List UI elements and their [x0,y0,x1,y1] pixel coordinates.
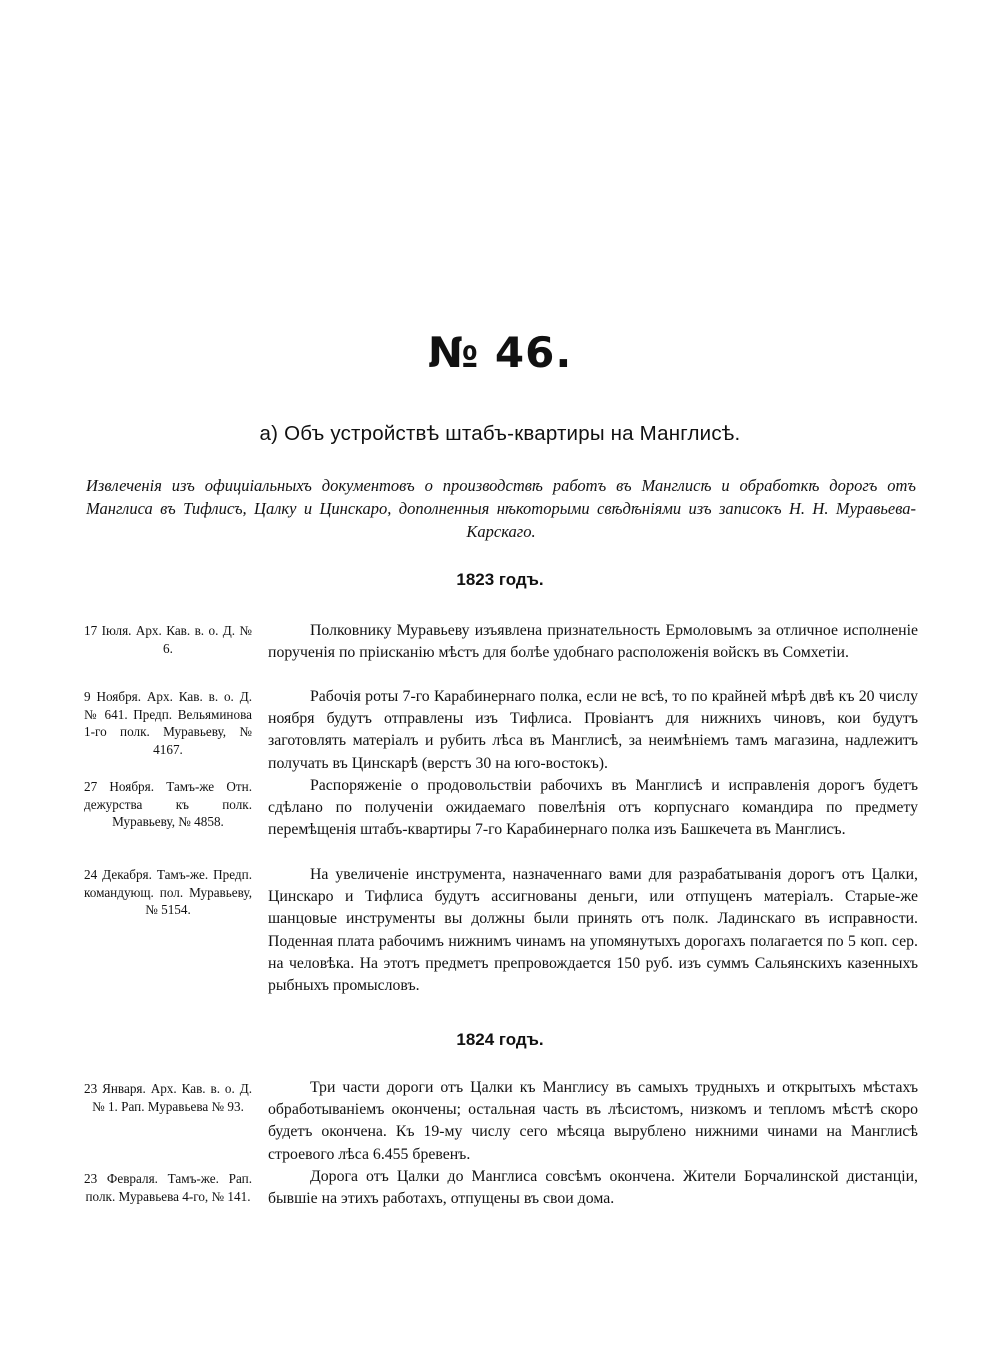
document-title: а) Объ устройствѣ штабъ-квартиры на Манглисѣ. [259,422,741,445]
margin-note: 9 Ноября. Арх. Кав. в. о. Д. № 641. Предп. Вельяминова 1-го полк. Муравьеву, № 4167. [84,689,252,757]
paragraph: На увеличеніе инструмента, назначеннаго вами для разрабатыванія дорогъ отъ Цалки, Цинскаро и Тифлиса будутъ ассигнованы деньги, или отпущенъ матеріалъ. Старые-же шанцовые инструменты вы должны были принять отъ полк. Ладинскаго въ исправности. Поденная плата рабочимъ нижнимъ чинамъ на упомянутыхъ дорогахъ полагается по 5 коп. сер. на человѣка. На этотъ предметъ препровождается 150 руб. изъ суммъ Сальянскихъ казенныхъ рыбныхъ промысловъ. [268,866,918,995]
paragraph: Дорога отъ Цалки до Манглиса совсѣмъ окончена. Жители Борчалинской дистанціи, бывшіе на этихъ работахъ, отпущены въ свои дома. [268,1168,918,1208]
paragraph: Рабочія роты 7-го Карабинернаго полка, если не всѣ, то по крайней мѣрѣ двѣ къ 20 числу ноября будутъ отправлены изъ Тифлиса. Провіантъ для нижнихъ чиновъ, кои будутъ заготовлять матеріалъ и рубить лѣса въ Манглисѣ, за неимѣніемъ тамъ магазина, надлежитъ получать въ Цинскарѣ (верстъ 30 на юго-востокъ). [268,688,918,772]
margin-note: 17 Іюля. Арх. Кав. в. о. Д. № 6. [84,623,252,656]
paragraph: Распоряженіе о продовольствіи рабочихъ въ Манглисѣ и исправленія дорогъ будетъ сдѣлано по полученіи ожидаемаго повелѣнія отъ корпуснаго командира по предмету перемѣщенія штабъ-квартиры 7-го Карабинернаго полка изъ Башкечета въ Манглисъ. [268,777,918,839]
document-subtitle: Извлеченія изъ официіальныхъ документовъ о производствѣ работъ въ Манглисѣ и обработкѣ дорогъ отъ Манглиса въ Тифлисъ, Цалку и Цинскаро, дополненныя нѣкоторыми свѣдѣніями изъ записокъ Н. Н. Муравьева-Карскаго. [86,476,916,541]
paragraph: Три части дороги отъ Цалки къ Манглису въ самыхъ трудныхъ и открытыхъ мѣстахъ обработываніемъ окончены; остальная часть въ лѣсистомъ, низкомъ и тепломъ мѣстѣ скоро будетъ окончена. Къ 19-му числу сего мѣсяца вырублено нижними чинами на Манглисѣ строевого лѣса 6.455 бревенъ. [268,1079,918,1163]
margin-note: 27 Ноября. Тамъ-же Отн. дежурства къ полк. Муравьеву, № 4858. [84,779,252,829]
section-year-1824: 1824 годъ. [456,1030,544,1049]
section-year-1823: 1823 годъ. [456,570,544,589]
margin-note: 23 Февраля. Тамъ-же. Рап. полк. Муравьева 4-го, № 141. [84,1171,252,1204]
margin-note: 24 Декабря. Тамъ-же. Предп. командующ. пол. Муравьеву, № 5154. [84,867,252,917]
margin-note: 23 Января. Арх. Кав. в. о. Д. № 1. Рап. Муравьева № 93. [84,1081,252,1114]
paragraph: Полковнику Муравьеву изъявлена признательность Ермоловымъ за отличное исполненіе порученія по пріисканію мѣстъ для болѣе удобнаго расположенія войскъ въ Сомхетіи. [268,622,918,662]
document-number: № 46. [427,328,573,377]
